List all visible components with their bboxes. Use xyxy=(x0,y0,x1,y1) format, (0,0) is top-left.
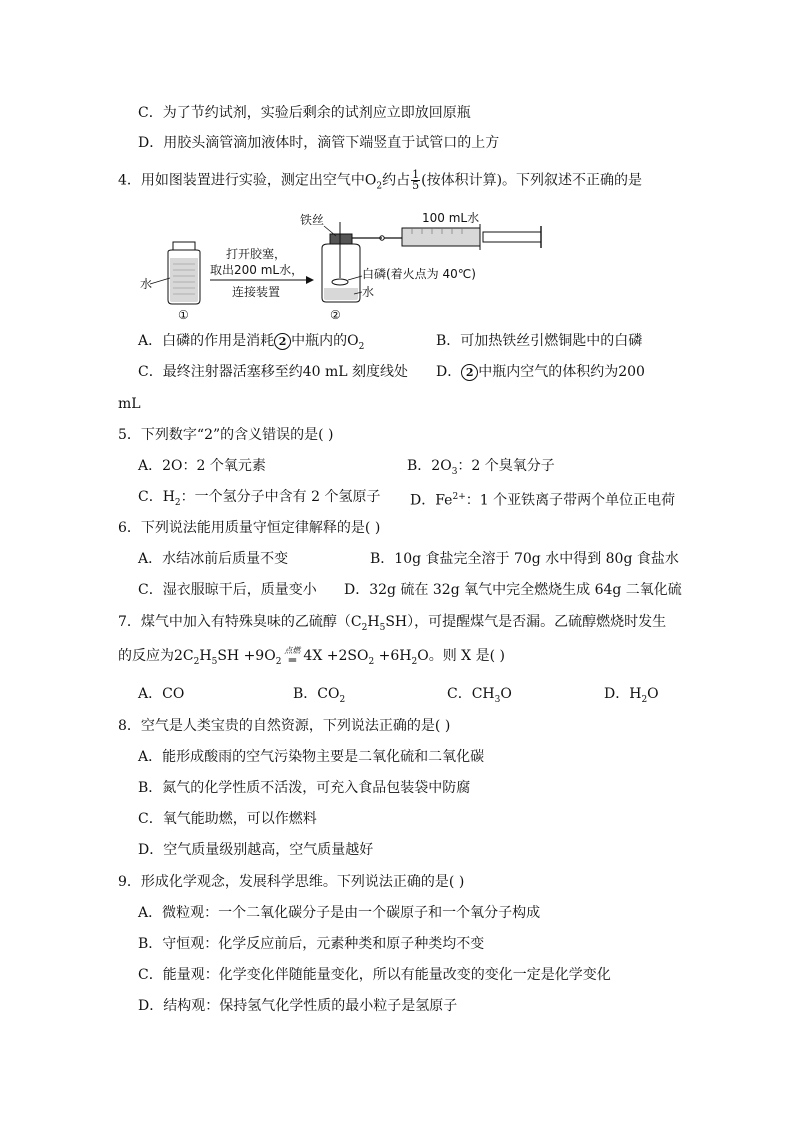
q7-stem: 7．煤气中加入有特殊臭味的乙硫醇$(C_2H_5SH)$，可提醒煤气是否漏。乙硫醇燃烧时发生 xyxy=(118,614,667,633)
q6-option-d: D．32g 硫在 32g 氧气中完全燃烧生成 64g 二氧化硫 xyxy=(344,582,682,598)
label-phosphorus: 白磷(着火点为 40℃) xyxy=(362,267,476,281)
circled-2: 2 xyxy=(461,364,478,381)
label-step-1: 打开胶塞， xyxy=(226,247,287,261)
q6-option-a: A．水结冰前后质量不变 xyxy=(138,551,289,567)
syringe xyxy=(380,224,541,250)
q8-option-a: A．能形成酸雨的空气污染物主要是二氧化硫和二氧化碳 xyxy=(138,749,485,765)
q7-option-b: B．$CO_2$ xyxy=(293,686,346,705)
q5-option-b: B．$2O_3$：2 个臭氧分子 xyxy=(407,458,555,477)
q7-option-d: D．$H_2O$ xyxy=(604,686,659,705)
q8-option-d: D．空气质量级别越高，空气质量越好 xyxy=(138,842,374,858)
q3-option-c: C．为了节约试剂，实验后剩余的试剂应立即放回原瓶 xyxy=(138,105,471,121)
q6-stem: 6．下列说法能用质量守恒定律解释的是( ) xyxy=(118,520,381,536)
q9-option-a: A．微粒观：一个二氧化碳分子是由一个碳原子和一个氧分子构成 xyxy=(138,905,541,921)
q4-option-c: C．最终注射器活塞移至约40 mL 刻度线处 xyxy=(138,364,408,380)
bottle-1 xyxy=(168,242,200,304)
q4-stem: 4．用如图装置进行实验，测定出空气中$O_2$约占 $\frac{1}{5}$ (按体积计算)。下列叙述不正确的是 xyxy=(118,168,643,192)
q6-option-c: C．湿衣服晾干后，质量变小 xyxy=(138,582,317,598)
label-step-2: 取出200 mL水， xyxy=(210,263,304,277)
q4-option-b: B．可加热铁丝引燃铜匙中的白磷 xyxy=(436,333,643,349)
label-num-2: ② xyxy=(330,308,341,322)
q5-stem: 5．下列数字“2”的含义错误的是( ) xyxy=(118,427,334,443)
label-water-left: 水 xyxy=(140,277,153,291)
q5-option-a: A．2O：2 个氧元素 xyxy=(138,458,266,474)
label-syringe-water: 100 mL水 xyxy=(422,212,480,225)
q9-option-d: D．结构观：保持氢气化学性质的最小粒子是氢原子 xyxy=(138,998,458,1014)
circled-2: 2 xyxy=(274,333,291,350)
q7-option-a: A．CO xyxy=(138,686,185,702)
q4-apparatus-diagram xyxy=(140,212,550,322)
label-num-1: ① xyxy=(178,308,189,322)
q4-option-d: D． 2 中瓶内空气的体积约为200 xyxy=(436,364,645,380)
q8-stem: 8．空气是人类宝贵的自然资源，下列说法正确的是( ) xyxy=(118,718,451,734)
reaction-condition: 点燃 ═ xyxy=(284,646,301,667)
q7-equation: 的反应为$2C_2H_5SH +9O_2$ 点燃 ═ $4X +2SO_2 +6H_2O$。则 X 是( ) xyxy=(118,646,505,667)
q3-option-d: D．用胶头滴管滴加液体时，滴管下端竖直于试管口的上方 xyxy=(138,135,500,151)
q9-option-c: C．能量观：化学变化伴随能量变化，所以有能量改变的变化一定是化学变化 xyxy=(138,967,611,983)
label-step-3: 连接装置 xyxy=(232,285,281,299)
q8-option-b: B．氮气的化学性质不活泼，可充入食品包装袋中防腐 xyxy=(138,780,471,796)
q6-option-b: B．10g 食盐完全溶于 70g 水中得到 80g 食盐水 xyxy=(370,551,679,567)
fraction: $\frac{1}{5}$ xyxy=(412,168,420,192)
q8-option-c: C．氧气能助燃，可以作燃料 xyxy=(138,811,317,827)
q9-option-b: B．守恒观：化学反应前后，元素种类和原子种类均不变 xyxy=(138,936,485,952)
label-water-right: 水 xyxy=(362,285,375,299)
q5-option-d: D．$Fe^{2+}$：1 个亚铁离子带两个单位正电荷 xyxy=(410,492,676,509)
arrow-head xyxy=(306,276,314,284)
q4-option-d-cont: mL xyxy=(118,396,141,412)
q5-option-c: C．$H_2$：一个氢分子中含有 2 个氢原子 xyxy=(138,489,381,508)
q9-stem: 9．形成化学观念，发展科学思维。下列说法正确的是( ) xyxy=(118,874,465,890)
q4-option-a: A．白磷的作用是消耗 2 中瓶内的$O_2$ xyxy=(138,333,365,352)
q7-option-c: C．$CH_3O$ xyxy=(447,686,512,705)
bottle-2 xyxy=(322,222,360,302)
label-iron-wire: 铁丝 xyxy=(300,213,325,227)
